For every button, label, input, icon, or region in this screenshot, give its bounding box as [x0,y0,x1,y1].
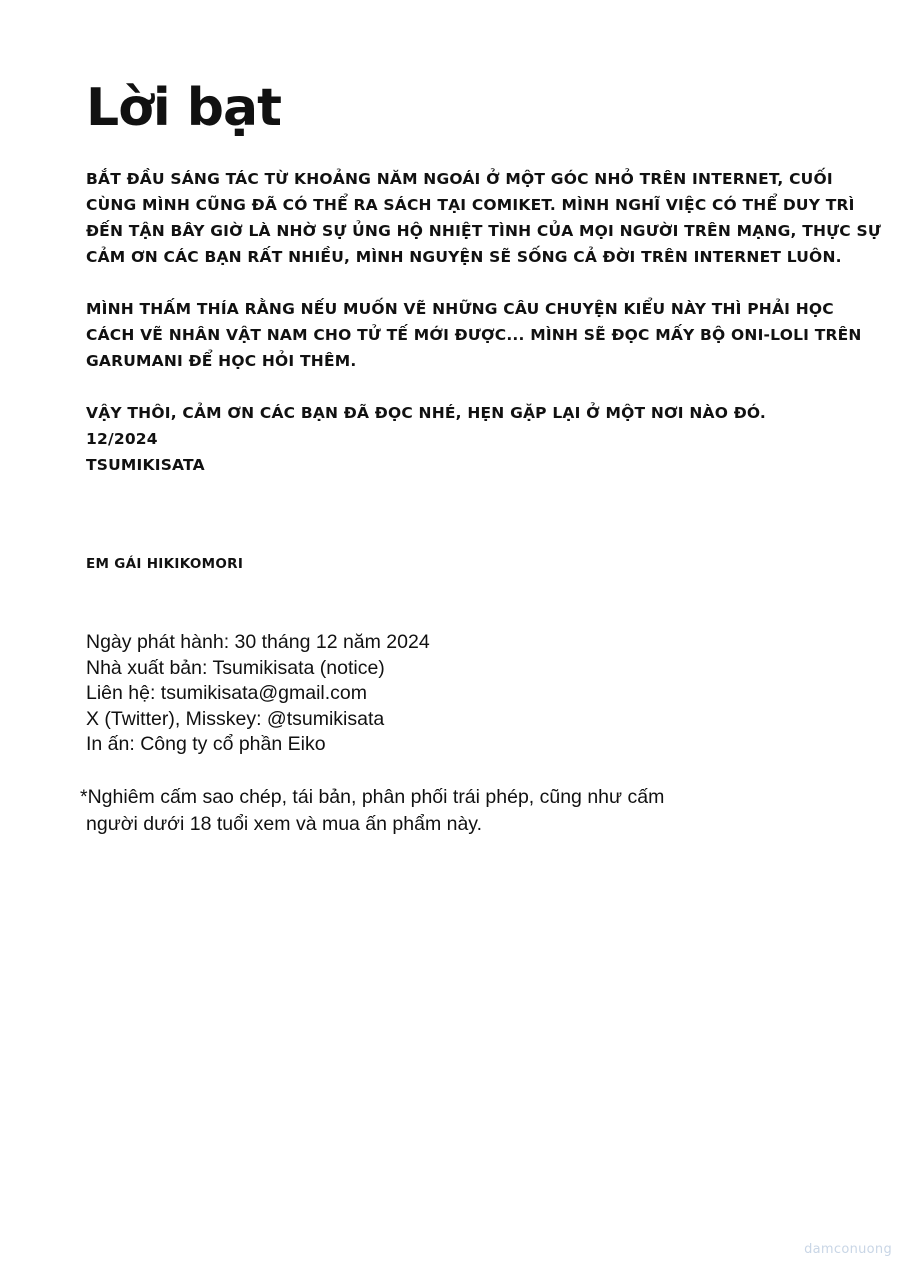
social-handles: X (Twitter), Misskey: @tsumikisata [86,707,385,730]
notice-line-1: *Nghiêm cấm sao chép, tái bản, phân phối trái phép, cũng như cấm [80,786,665,808]
colophon [86,630,430,758]
afterword-paragraph-1: BẮT ĐẦU SÁNG TÁC TỪ KHOẢNG NĂM NGOÁI Ở MỘT GÓC NHỎ TRÊN INTERNET, CUỐI CÙNG MÌNH CŨNG ĐÃ CÓ THỂ RA SÁCH TẠI COMIKET. MÌNH NGHĨ VIỆC CÓ THỂ DUY TRÌ ĐẾN TẬN BÂY GIỜ LÀ NHỜ SỰ ỦNG HỘ NHIỆT TÌNH CỦA MỌI NGƯỜI TRÊN MẠNG, THỰC SỰ CẢM ƠN CÁC BẠN RẤT NHIỀU, MÌNH NGUYỆN SẼ SỐNG CẢ ĐỜI TRÊN INTERNET LUÔN. [86,170,881,266]
afterword-author: TSUMIKISATA [86,456,205,474]
afterword-paragraph-2: MÌNH THẤM THÍA RẰNG NẾU MUỐN VẼ NHỮNG CÂU CHUYỆN KIỂU NÀY THÌ PHẢI HỌC CÁCH VẼ NHÂN VẬT NAM CHO TỬ TẾ MỚI ĐƯỢC... MÌNH SẼ ĐỌC MẤY BỘ ONI-LOLI TRÊN GARUMANI ĐỂ HỌC HỎI THÊM. [86,300,862,370]
page-title: Lời bạt [86,78,281,138]
afterword-closing: VẬY THÔI, CẢM ƠN CÁC BẠN ĐÃ ĐỌC NHÉ, HẸN GẶP LẠI Ở MỘT NƠI NÀO ĐÓ. [86,404,767,422]
contact-email: Liên hệ: tsumikisata@gmail.com [86,682,367,705]
notice-line-2: người dưới 18 tuổi xem và mua ấn phẩm này. [86,813,483,835]
printer: In ấn: Công ty cổ phần Eiko [86,733,326,756]
release-date: Ngày phát hành: 30 tháng 12 năm 2024 [86,631,430,653]
afterword-signature [86,400,886,478]
copyright-notice [80,784,664,838]
afterword-date: 12/2024 [86,430,158,448]
publisher: Nhà xuất bản: Tsumikisata (notice) [86,656,385,679]
afterword-text [86,166,886,478]
series-title: EM GÁI HIKIKOMORI [86,556,244,572]
watermark: damconuong [804,1242,892,1257]
